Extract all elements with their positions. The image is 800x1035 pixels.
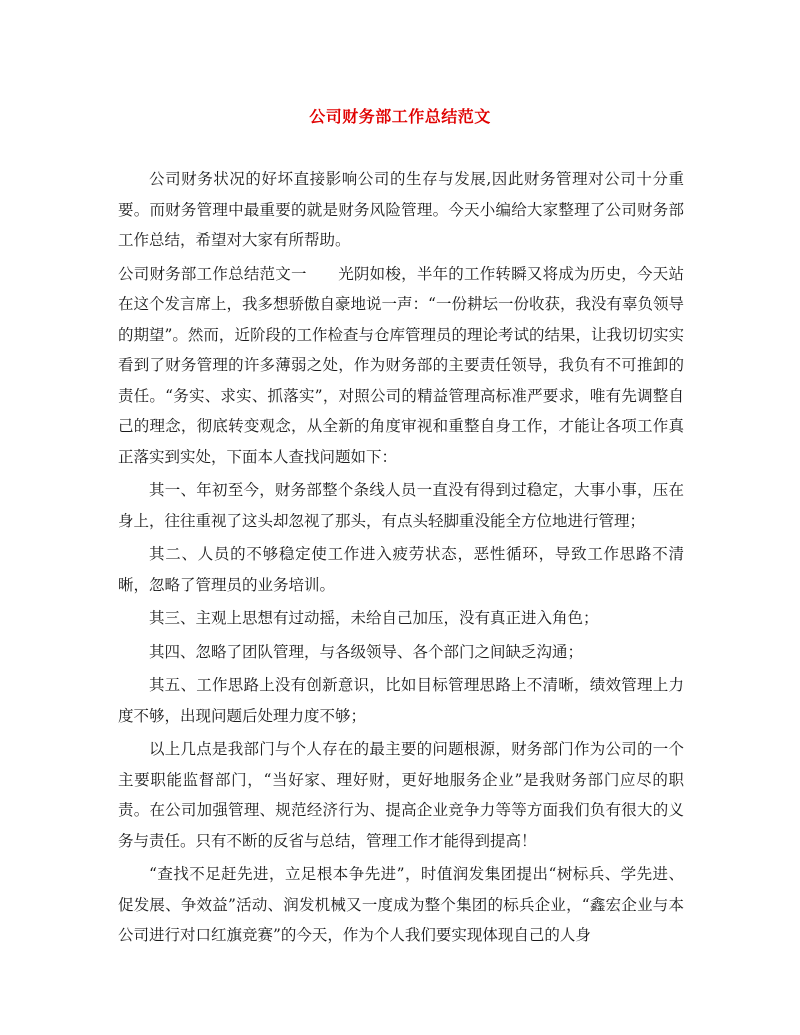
- paragraph-intro: 公司财务状况的好坏直接影响公司的生存与发展,因此财务管理对公司十分重要。而财务管理中最重要的就是财务风险管理。今天小编给大家整理了公司财务部工作总结，希望对大家有所帮助。: [118, 170, 684, 249]
- paragraph-campaign: “查找不足赶先进，立足根本争先进”，时值润发集团提出“树标兵、学先进、促发展、争效益”活动、润发机械又一度成为整个集团的标兵企业，“鑫宏企业与本公司进行对口红旗竞赛”的今天，作为个人我们要实现体现自己的人身: [118, 865, 684, 944]
- paragraph-issue-five: 其五、工作思路上没有创新意识，比如目标管理思路上不清晰，绩效管理上力度不够，出现问题后处理力度不够；: [118, 676, 684, 725]
- paragraph-issue-two: 其二、人员的不够稳定使工作进入疲劳状态，恶性循环，导致工作思路不清晰，忽略了管理员的业务培训。: [118, 545, 684, 594]
- paragraph-section-one: 公司财务部工作总结范文一 光阴如梭，半年的工作转瞬又将成为历史，今天站在这个发言席上，我多想骄傲自豪地说一声：“一份耕坛一份收获，我没有辜负领导的期望”。然而，近阶段的工作检查与仓库管理员的理论考试的结果，让我切切实实看到了财务管理的许多薄弱之处，作为财务部的主要责任领导，我负有不可推卸的责任。“务实、求实、抓落实”，对照公司的精益管理高标准严要求，唯有先调整自己的理念，彻底转变观念，从全新的角度审视和重整自身工作，才能让各项工作真正落实到实处，下面本人查找问题如下：: [118, 264, 684, 466]
- paragraph-issue-four: 其四、忽略了团队管理，与各级领导、各个部门之间缺乏沟通；: [149, 642, 584, 661]
- document-title: 公司财务部工作总结范文: [309, 107, 491, 126]
- paragraph-issue-one: 其一、年初至今，财务部整个条线人员一直没有得到过稳定，大事小事，压在身上，往往重视了这头却忽视了那头，有点头轻脚重没能全方位地进行管理；: [118, 481, 684, 530]
- paragraph-summary: 以上几点是我部门与个人存在的最主要的问题根源，财务部门作为公司的一个主要职能监督部门，“当好家、理好财，更好地服务企业”是我财务部门应尽的职责。在公司加强管理、规范经济行为、提高企业竞争力等等方面我们负有很大的义务与责任。只有不断的反省与总结，管理工作才能得到提高！: [118, 740, 684, 850]
- paragraph-issue-three: 其三、主观上思想有过动摇，未给自己加压，没有真正进入角色；: [149, 609, 599, 627]
- document-body: [118, 164, 684, 954]
